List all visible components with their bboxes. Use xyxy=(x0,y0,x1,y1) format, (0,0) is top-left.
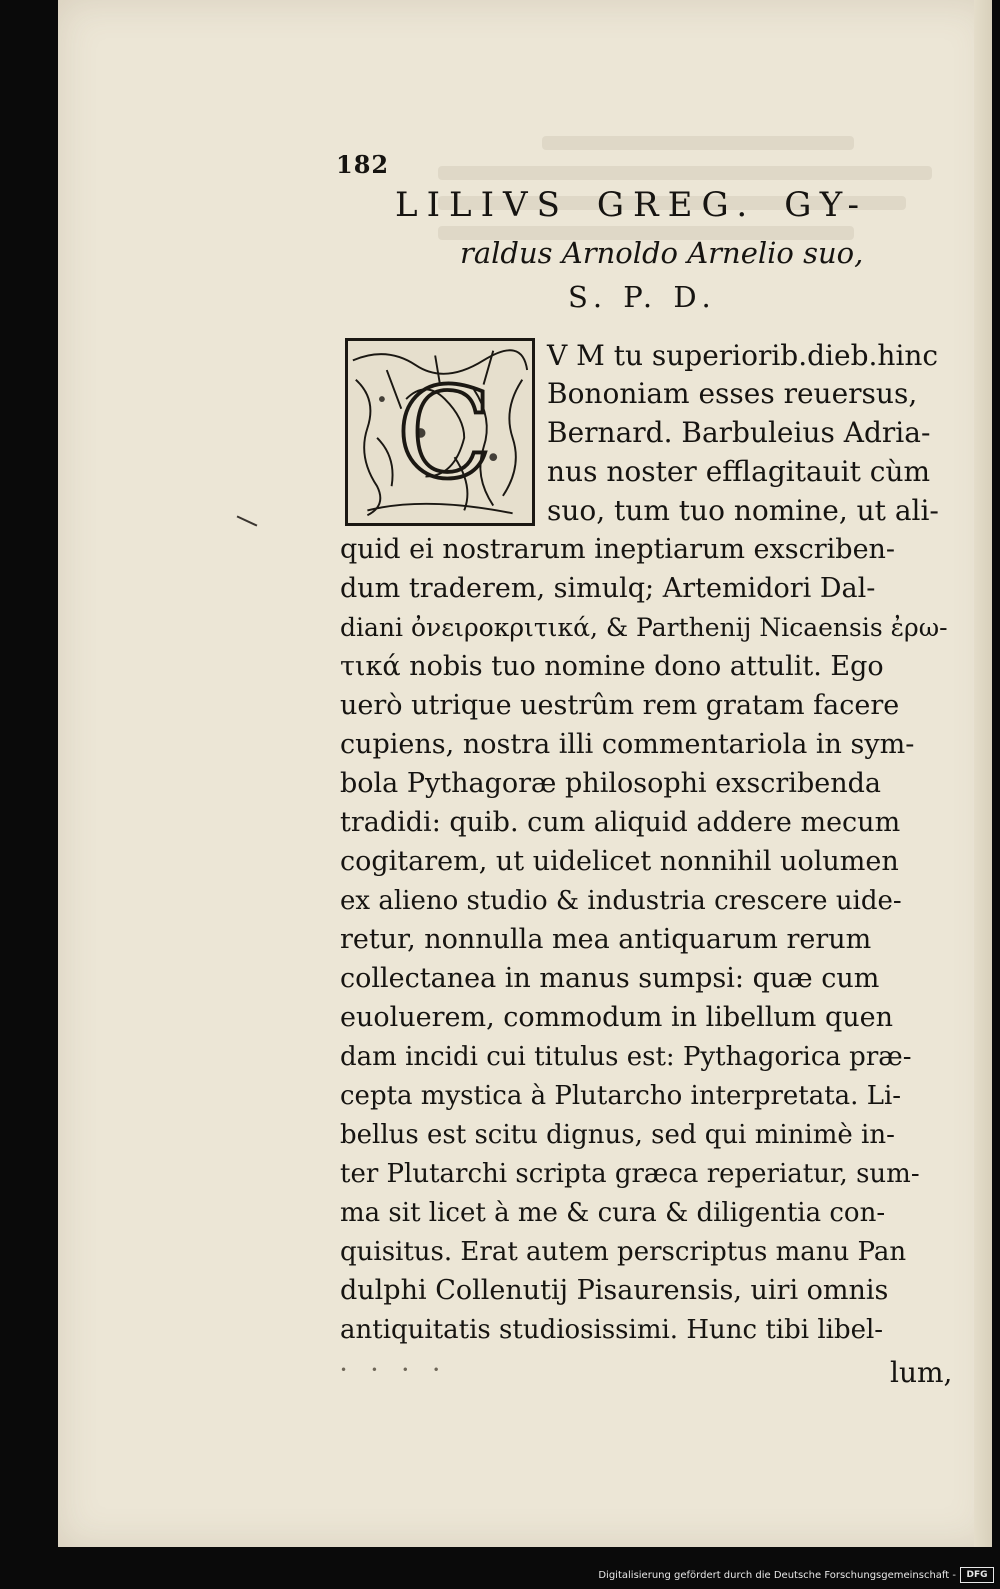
heading-word: GREG. xyxy=(596,185,757,225)
body-line: collectanea in manus sumpsi: quæ cum xyxy=(340,963,880,994)
body-line: ter Plutarchi scripta græca reperiatur, sum- xyxy=(340,1159,920,1189)
heading-word: GY- xyxy=(784,185,868,225)
body-line: cogitarem, ut uidelicet nonnihil uolumen xyxy=(340,846,899,877)
svg-text:C: C xyxy=(396,359,493,507)
salutation: S. P. D. xyxy=(568,280,717,314)
body-line: ma sit licet à me & cura & diligentia con- xyxy=(340,1198,886,1228)
body-line: nus noster efflagitauit cùm xyxy=(547,455,931,488)
body-line: uerò utrique uestrûm rem gratam facere xyxy=(340,690,900,721)
body-line: tradidi: quib. cum aliquid addere mecum xyxy=(340,807,901,838)
body-line: retur, nonnulla mea antiquarum rerum xyxy=(340,924,872,955)
body-line: lum, xyxy=(890,1356,953,1389)
body-line: diani ὀνειροκριτικά, & Parthenij Nicaensis ἐρω- xyxy=(340,613,948,642)
heading-word: LILIVS xyxy=(395,185,569,225)
page-number: 182 xyxy=(336,150,390,179)
letter-subheading: raldus Arnoldo Arnelio suo, xyxy=(460,236,864,270)
funding-credit: Digitalisierung gefördert durch die Deutsche Forschungsgemeinschaft - xyxy=(598,1570,956,1581)
body-line: antiquitatis studiosissimi. Hunc tibi libel- xyxy=(340,1315,884,1345)
body-line: bellus est scitu dignus, sed qui minimè in- xyxy=(340,1120,895,1150)
body-line: cepta mystica à Plutarcho interpretata. Li- xyxy=(340,1081,902,1111)
body-line: euoluerem, commodum in libellum quen xyxy=(340,1002,893,1033)
body-line: quisitus. Erat autem perscriptus manu Pan xyxy=(340,1237,907,1267)
stray-ink-dots: • • • • xyxy=(340,1363,450,1377)
body-line: τικά nobis tuo nomine dono attulit. Ego xyxy=(340,651,884,682)
body-line: quid ei nostrarum ineptiarum exscriben- xyxy=(340,534,896,565)
body-line: dam incidi cui titulus est: Pythagorica præ- xyxy=(340,1042,912,1072)
body-line: Bononiam esses reuersus, xyxy=(547,377,918,410)
footer-bar xyxy=(0,1547,1000,1589)
body-line: Bernard. Barbuleius Adria- xyxy=(547,416,931,449)
body-line: suo, tum tuo nomine, ut ali- xyxy=(547,494,939,527)
dfg-logo-icon: DFG xyxy=(960,1567,994,1583)
body-line: dum traderem, simulq; Artemidori Dal- xyxy=(340,573,876,604)
body-line: dulphi Collenutij Pisaurensis, uiri omnis xyxy=(340,1275,889,1306)
body-line: ex alieno studio & industria crescere uide- xyxy=(340,886,902,916)
body-line: V M tu superiorib.dieb.hinc xyxy=(547,339,939,372)
body-line: cupiens, nostra illi commentariola in sym- xyxy=(340,729,915,760)
body-line: bola Pythagoræ philosophi exscribenda xyxy=(340,768,881,799)
